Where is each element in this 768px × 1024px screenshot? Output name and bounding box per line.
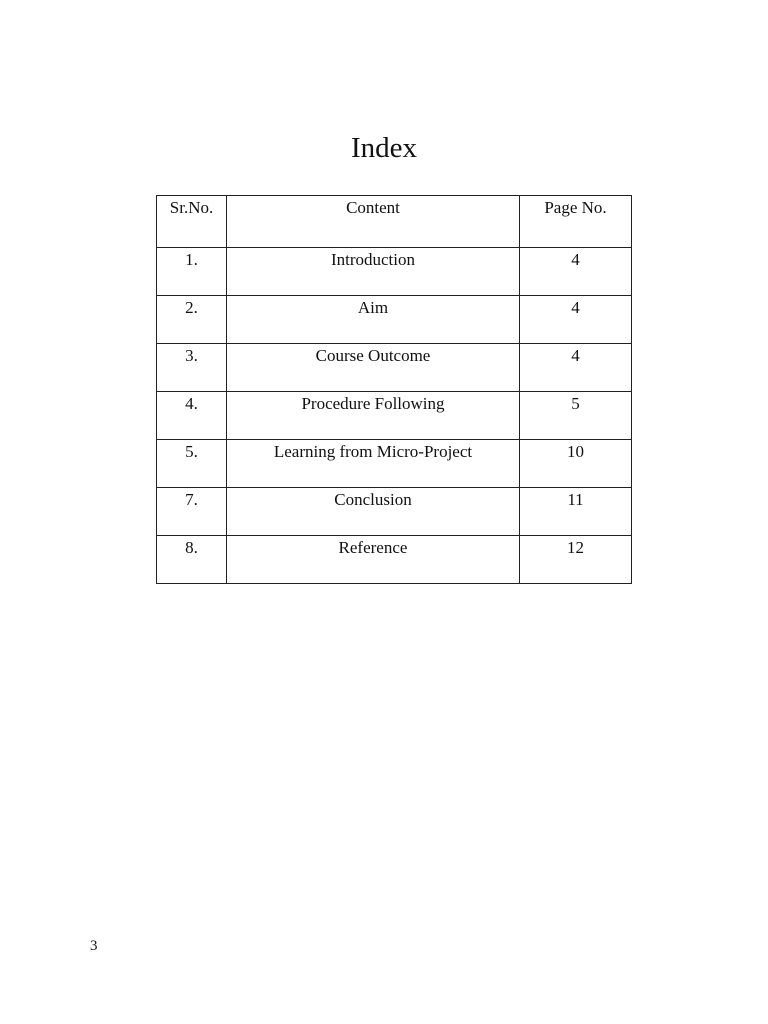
row-page-no: 11	[520, 488, 632, 536]
index-table	[156, 195, 632, 584]
table-row	[157, 296, 632, 344]
header-content: Content	[227, 196, 520, 248]
row-sr-no: 1.	[157, 248, 227, 296]
table-row	[157, 488, 632, 536]
page-number: 3	[90, 938, 98, 954]
row-page-no: 10	[520, 440, 632, 488]
row-content: Introduction	[227, 248, 520, 296]
row-content: Reference	[227, 536, 520, 584]
row-page-no: 12	[520, 536, 632, 584]
table-row	[157, 344, 632, 392]
row-page-no: 4	[520, 344, 632, 392]
row-page-no: 5	[520, 392, 632, 440]
table-row	[157, 440, 632, 488]
row-content: Aim	[227, 296, 520, 344]
row-content: Procedure Following	[227, 392, 520, 440]
table-row	[157, 536, 632, 584]
header-page-no: Page No.	[520, 196, 632, 248]
row-content: Course Outcome	[227, 344, 520, 392]
row-sr-no: 4.	[157, 392, 227, 440]
table-row	[157, 392, 632, 440]
row-sr-no: 7.	[157, 488, 227, 536]
row-page-no: 4	[520, 248, 632, 296]
page-title: Index	[350, 132, 418, 164]
row-sr-no: 8.	[157, 536, 227, 584]
row-sr-no: 3.	[157, 344, 227, 392]
header-sr-no: Sr.No.	[157, 196, 227, 248]
table-header-row	[157, 196, 632, 248]
row-content: Learning from Micro-Project	[227, 440, 520, 488]
row-content: Conclusion	[227, 488, 520, 536]
row-page-no: 4	[520, 296, 632, 344]
row-sr-no: 2.	[157, 296, 227, 344]
table-row	[157, 248, 632, 296]
row-sr-no: 5.	[157, 440, 227, 488]
